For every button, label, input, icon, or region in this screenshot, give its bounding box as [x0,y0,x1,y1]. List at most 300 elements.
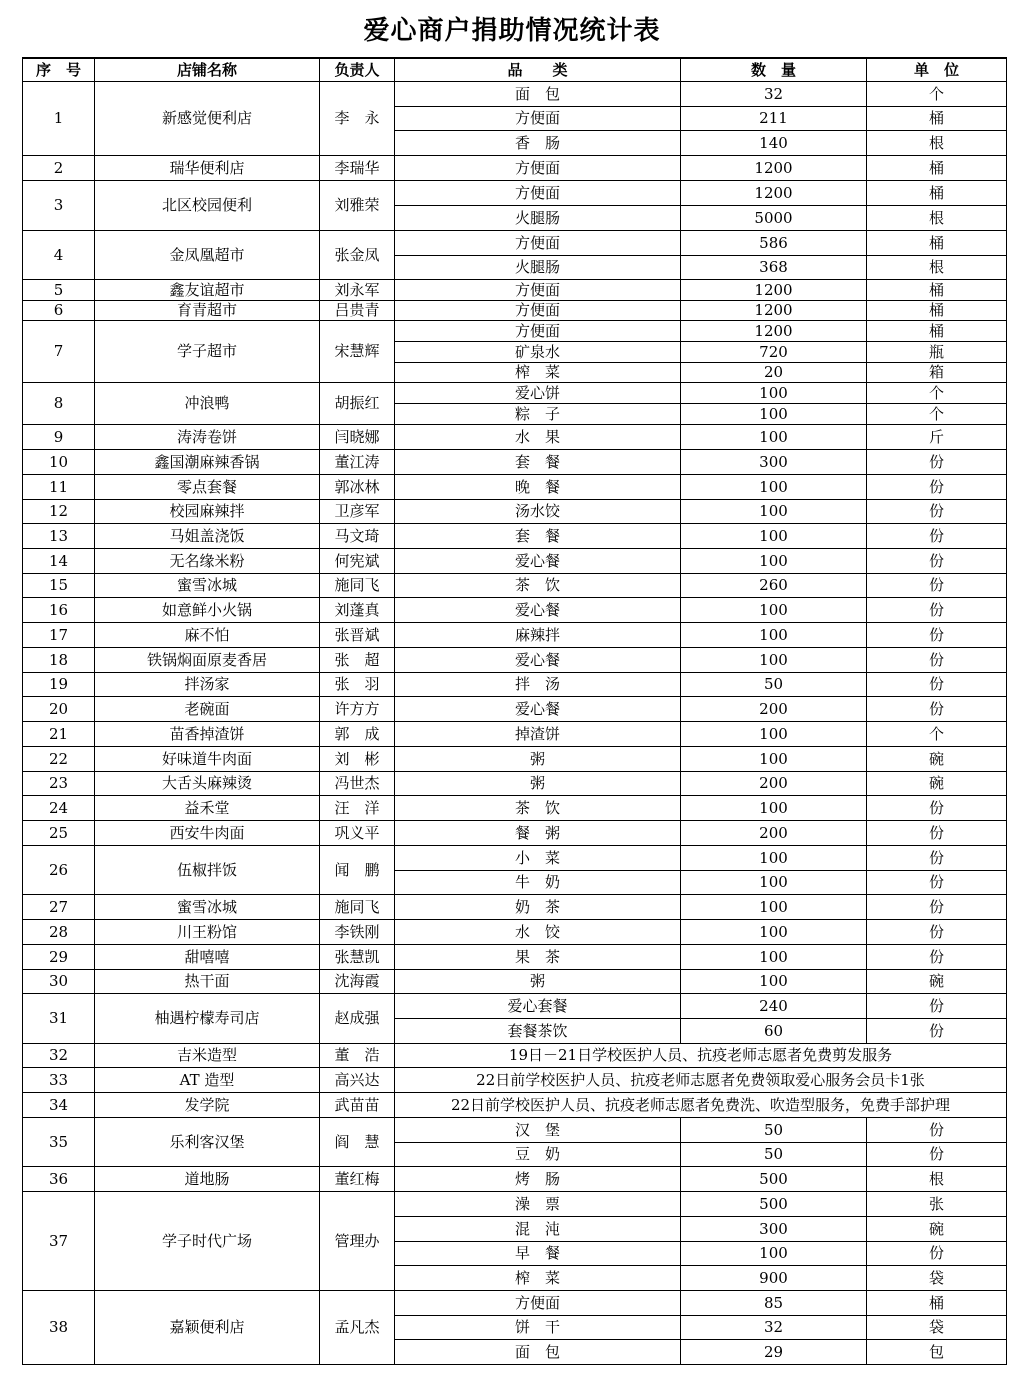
row-number: 15 [23,574,95,598]
item-category: 套餐茶饮 [395,1019,681,1044]
item-category: 果 茶 [395,945,681,970]
item-quantity: 100 [681,404,867,425]
row-number: 3 [23,181,95,231]
person-in-charge: 张 羽 [320,673,395,697]
table-row [23,598,1007,623]
table-row [23,648,1007,673]
row-number: 24 [23,796,95,821]
item-quantity: 586 [681,231,867,256]
item-category: 粽 子 [395,404,681,425]
store-name: 新感觉便利店 [95,82,320,156]
item-category: 水 果 [395,425,681,450]
item-quantity: 100 [681,920,867,945]
table-row [23,821,1007,846]
item-quantity: 100 [681,722,867,747]
person-in-charge: 马文琦 [320,524,395,549]
row-number: 30 [23,970,95,994]
item-category: 汉 堡 [395,1118,681,1143]
row-number: 16 [23,598,95,623]
item-category: 混 沌 [395,1217,681,1242]
item-unit: 根 [867,1167,1007,1192]
item-unit: 份 [867,1143,1007,1167]
item-unit: 份 [867,846,1007,871]
item-unit: 份 [867,500,1007,524]
donation-table [22,57,1007,1365]
person-in-charge: 吕贵青 [320,301,395,321]
store-name: 冲浪鸭 [95,383,320,425]
table-row [23,231,1007,256]
table-row [23,321,1007,342]
person-in-charge: 汪 洋 [320,796,395,821]
item-unit: 桶 [867,280,1007,301]
item-category: 方便面 [395,301,681,321]
item-quantity: 100 [681,846,867,871]
store-name: 马姐盖浇饭 [95,524,320,549]
person-in-charge: 董 浩 [320,1044,395,1068]
table-row [23,280,1007,301]
item-unit: 根 [867,206,1007,231]
table-row [23,747,1007,772]
item-category: 奶 茶 [395,895,681,920]
store-name: 瑞华便利店 [95,156,320,181]
item-unit: 根 [867,256,1007,280]
item-quantity: 100 [681,475,867,500]
store-name: 蜜雪冰城 [95,895,320,920]
row-number: 2 [23,156,95,181]
row-number: 8 [23,383,95,425]
item-unit: 斤 [867,425,1007,450]
item-category: 方便面 [395,156,681,181]
item-category: 榨 菜 [395,1266,681,1291]
item-unit: 份 [867,994,1007,1019]
table-row [23,772,1007,796]
item-unit: 份 [867,475,1007,500]
row-number: 11 [23,475,95,500]
person-in-charge: 冯世杰 [320,772,395,796]
item-quantity: 200 [681,772,867,796]
table-row [23,1093,1007,1118]
item-unit: 包 [867,1340,1007,1365]
item-quantity: 100 [681,623,867,648]
store-name: 道地肠 [95,1167,320,1192]
table-row [23,895,1007,920]
item-unit: 碗 [867,1217,1007,1242]
store-name: 好味道牛肉面 [95,747,320,772]
item-category: 豆 奶 [395,1143,681,1167]
store-name: 川王粉馆 [95,920,320,945]
service-note: 22日前学校医护人员、抗疫老师志愿者免费领取爱心服务会员卡1张 [395,1068,1007,1093]
item-quantity: 900 [681,1266,867,1291]
row-number: 21 [23,722,95,747]
item-quantity: 1200 [681,301,867,321]
item-unit: 份 [867,945,1007,970]
item-category: 方便面 [395,280,681,301]
service-note: 22日前学校医护人员、抗疫老师志愿者免费洗、吹造型服务，免费手部护理 [395,1093,1007,1118]
store-name: 乐利客汉堡 [95,1118,320,1167]
table-row [23,1118,1007,1143]
header-row [23,58,1007,82]
row-number: 6 [23,301,95,321]
row-number: 32 [23,1044,95,1068]
person-in-charge: 孟凡杰 [320,1291,395,1365]
item-category: 方便面 [395,1291,681,1316]
row-number: 12 [23,500,95,524]
item-unit: 桶 [867,181,1007,206]
item-category: 牛 奶 [395,871,681,895]
row-number: 27 [23,895,95,920]
table-row [23,574,1007,598]
item-category: 烤 肠 [395,1167,681,1192]
store-name: 吉米造型 [95,1044,320,1068]
person-in-charge: 刘蓬真 [320,598,395,623]
item-unit: 桶 [867,1291,1007,1316]
item-category: 水 饺 [395,920,681,945]
store-name: 无名缘米粉 [95,549,320,574]
person-in-charge: 管理办 [320,1192,395,1291]
item-quantity: 368 [681,256,867,280]
item-category: 饼 干 [395,1316,681,1340]
person-in-charge: 施同飞 [320,574,395,598]
table-body [23,82,1007,1365]
person-in-charge: 刘雅荣 [320,181,395,231]
item-category: 汤水饺 [395,500,681,524]
item-quantity: 100 [681,747,867,772]
item-unit: 碗 [867,747,1007,772]
table-row [23,796,1007,821]
store-name: 金凤凰超市 [95,231,320,280]
table-row [23,450,1007,475]
row-number: 29 [23,945,95,970]
store-name: 鑫国潮麻辣香锅 [95,450,320,475]
item-unit: 份 [867,524,1007,549]
item-unit: 个 [867,722,1007,747]
table-row [23,1068,1007,1093]
person-in-charge: 郭 成 [320,722,395,747]
person-in-charge: 张慧凯 [320,945,395,970]
item-category: 晚 餐 [395,475,681,500]
item-quantity: 1200 [681,321,867,342]
table-row [23,301,1007,321]
item-quantity: 500 [681,1192,867,1217]
item-quantity: 300 [681,450,867,475]
service-note: 19日－21日学校医护人员、抗疫老师志愿者免费剪发服务 [395,1044,1007,1068]
store-name: 苗香掉渣饼 [95,722,320,747]
row-number: 23 [23,772,95,796]
item-unit: 份 [867,1118,1007,1143]
item-unit: 根 [867,131,1007,156]
item-category: 澡 票 [395,1192,681,1217]
store-name: 柚遇柠檬寿司店 [95,994,320,1044]
item-category: 面 包 [395,82,681,107]
table-row [23,970,1007,994]
item-unit: 桶 [867,321,1007,342]
person-in-charge: 闻 鹏 [320,846,395,895]
row-number: 28 [23,920,95,945]
person-in-charge: 董红梅 [320,1167,395,1192]
table-row [23,673,1007,697]
item-category: 粥 [395,970,681,994]
store-name: 北区校园便利 [95,181,320,231]
person-in-charge: 许方方 [320,697,395,722]
person-in-charge: 董江涛 [320,450,395,475]
item-quantity: 29 [681,1340,867,1365]
person-in-charge: 高兴达 [320,1068,395,1093]
item-unit: 箱 [867,363,1007,383]
item-category: 麻辣拌 [395,623,681,648]
person-in-charge: 阎 慧 [320,1118,395,1167]
item-category: 爱心餐 [395,549,681,574]
header-person: 负责人 [320,58,395,82]
item-category: 茶 饮 [395,796,681,821]
item-unit: 份 [867,598,1007,623]
item-unit: 碗 [867,772,1007,796]
person-in-charge: 巩义平 [320,821,395,846]
table-row [23,1167,1007,1192]
item-unit: 袋 [867,1316,1007,1340]
header-store-name: 店铺名称 [95,58,320,82]
row-number: 19 [23,673,95,697]
item-unit: 份 [867,796,1007,821]
table-row [23,383,1007,404]
page-title: 爱心商户捐助情况统计表 [363,16,661,46]
row-number: 36 [23,1167,95,1192]
row-number: 35 [23,1118,95,1167]
item-quantity: 100 [681,1242,867,1266]
item-unit: 碗 [867,970,1007,994]
store-name: 零点套餐 [95,475,320,500]
person-in-charge: 张 超 [320,648,395,673]
item-category: 榨 菜 [395,363,681,383]
item-unit: 袋 [867,1266,1007,1291]
person-in-charge: 胡振红 [320,383,395,425]
item-quantity: 32 [681,82,867,107]
row-number: 17 [23,623,95,648]
item-quantity: 85 [681,1291,867,1316]
item-quantity: 200 [681,821,867,846]
row-number: 25 [23,821,95,846]
row-number: 20 [23,697,95,722]
store-name: 西安牛肉面 [95,821,320,846]
store-name: 蜜雪冰城 [95,574,320,598]
item-quantity: 100 [681,871,867,895]
row-number: 38 [23,1291,95,1365]
item-category: 方便面 [395,231,681,256]
row-number: 4 [23,231,95,280]
item-quantity: 100 [681,796,867,821]
row-number: 14 [23,549,95,574]
person-in-charge: 李 永 [320,82,395,156]
store-name: 铁锅焖面原麦香居 [95,648,320,673]
store-name: 伍椒拌饭 [95,846,320,895]
item-category: 方便面 [395,321,681,342]
item-category: 餐 粥 [395,821,681,846]
item-quantity: 100 [681,500,867,524]
item-quantity: 100 [681,598,867,623]
store-name: 学子时代广场 [95,1192,320,1291]
item-unit: 份 [867,648,1007,673]
table-row [23,425,1007,450]
item-quantity: 100 [681,549,867,574]
item-unit: 份 [867,1019,1007,1044]
row-number: 9 [23,425,95,450]
item-category: 火腿肠 [395,206,681,231]
item-quantity: 5000 [681,206,867,231]
table-row [23,945,1007,970]
store-name: 麻不怕 [95,623,320,648]
row-number: 13 [23,524,95,549]
store-name: 拌汤家 [95,673,320,697]
table-row [23,722,1007,747]
item-category: 粥 [395,772,681,796]
row-number: 22 [23,747,95,772]
item-category: 爱心饼 [395,383,681,404]
store-name: 大舌头麻辣烫 [95,772,320,796]
item-category: 方便面 [395,181,681,206]
item-quantity: 140 [681,131,867,156]
item-unit: 份 [867,920,1007,945]
item-unit: 桶 [867,231,1007,256]
person-in-charge: 武苗苗 [320,1093,395,1118]
store-name: 学子超市 [95,321,320,383]
table-row [23,181,1007,206]
person-in-charge: 郭冰林 [320,475,395,500]
header-unit: 单 位 [867,58,1007,82]
item-unit: 个 [867,82,1007,107]
store-name: 涛涛卷饼 [95,425,320,450]
store-name: 鑫友谊超市 [95,280,320,301]
person-in-charge: 张晋斌 [320,623,395,648]
item-quantity: 32 [681,1316,867,1340]
item-quantity: 20 [681,363,867,383]
item-unit: 份 [867,673,1007,697]
item-quantity: 1200 [681,181,867,206]
item-unit: 个 [867,404,1007,425]
person-in-charge: 刘 彬 [320,747,395,772]
row-number: 31 [23,994,95,1044]
table-row [23,920,1007,945]
item-category: 爱心餐 [395,648,681,673]
item-category: 套 餐 [395,450,681,475]
table-row [23,524,1007,549]
person-in-charge: 赵成强 [320,994,395,1044]
item-category: 掉渣饼 [395,722,681,747]
store-name: 育青超市 [95,301,320,321]
item-quantity: 100 [681,648,867,673]
store-name: 嘉颖便利店 [95,1291,320,1365]
person-in-charge: 刘永军 [320,280,395,301]
item-unit: 份 [867,871,1007,895]
item-category: 爱心餐 [395,598,681,623]
item-category: 面 包 [395,1340,681,1365]
row-number: 34 [23,1093,95,1118]
header-quantity: 数 量 [681,58,867,82]
item-category: 香 肠 [395,131,681,156]
item-category: 爱心餐 [395,697,681,722]
store-name: 发学院 [95,1093,320,1118]
row-number: 37 [23,1192,95,1291]
item-quantity: 240 [681,994,867,1019]
item-category: 爱心套餐 [395,994,681,1019]
person-in-charge: 李铁刚 [320,920,395,945]
item-unit: 份 [867,1242,1007,1266]
item-quantity: 720 [681,342,867,363]
item-unit: 份 [867,450,1007,475]
item-category: 早 餐 [395,1242,681,1266]
table-row [23,500,1007,524]
item-category: 茶 饮 [395,574,681,598]
item-category: 套 餐 [395,524,681,549]
item-category: 方便面 [395,107,681,131]
person-in-charge: 沈海霞 [320,970,395,994]
item-quantity: 211 [681,107,867,131]
item-quantity: 60 [681,1019,867,1044]
row-number: 5 [23,280,95,301]
item-quantity: 100 [681,383,867,404]
item-quantity: 50 [681,1143,867,1167]
item-unit: 份 [867,697,1007,722]
table-row [23,1192,1007,1217]
store-name: 甜嘻嘻 [95,945,320,970]
store-name: 益禾堂 [95,796,320,821]
row-number: 1 [23,82,95,156]
item-unit: 份 [867,821,1007,846]
item-quantity: 50 [681,673,867,697]
person-in-charge: 张金凤 [320,231,395,280]
table-row [23,1291,1007,1316]
row-number: 18 [23,648,95,673]
item-quantity: 1200 [681,156,867,181]
item-quantity: 100 [681,425,867,450]
item-category: 矿泉水 [395,342,681,363]
item-unit: 桶 [867,107,1007,131]
item-category: 粥 [395,747,681,772]
store-name: 校园麻辣拌 [95,500,320,524]
item-quantity: 500 [681,1167,867,1192]
person-in-charge: 宋慧辉 [320,321,395,383]
item-quantity: 100 [681,895,867,920]
item-unit: 份 [867,549,1007,574]
table-row [23,82,1007,107]
store-name: 老碗面 [95,697,320,722]
item-quantity: 100 [681,524,867,549]
row-number: 7 [23,321,95,383]
header-no: 序 号 [23,58,95,82]
table-row [23,475,1007,500]
item-quantity: 100 [681,945,867,970]
item-quantity: 1200 [681,280,867,301]
row-number: 10 [23,450,95,475]
item-unit: 桶 [867,301,1007,321]
table-row [23,156,1007,181]
store-name: 热干面 [95,970,320,994]
item-unit: 份 [867,574,1007,598]
table-row [23,697,1007,722]
table-row [23,1044,1007,1068]
table-row [23,994,1007,1019]
table-row [23,846,1007,871]
person-in-charge: 施同飞 [320,895,395,920]
item-unit: 份 [867,623,1007,648]
item-category: 拌 汤 [395,673,681,697]
person-in-charge: 何宪斌 [320,549,395,574]
item-category: 火腿肠 [395,256,681,280]
person-in-charge: 李瑞华 [320,156,395,181]
item-quantity: 300 [681,1217,867,1242]
row-number: 26 [23,846,95,895]
item-unit: 瓶 [867,342,1007,363]
store-name: 如意鲜小火锅 [95,598,320,623]
person-in-charge: 卫彦军 [320,500,395,524]
